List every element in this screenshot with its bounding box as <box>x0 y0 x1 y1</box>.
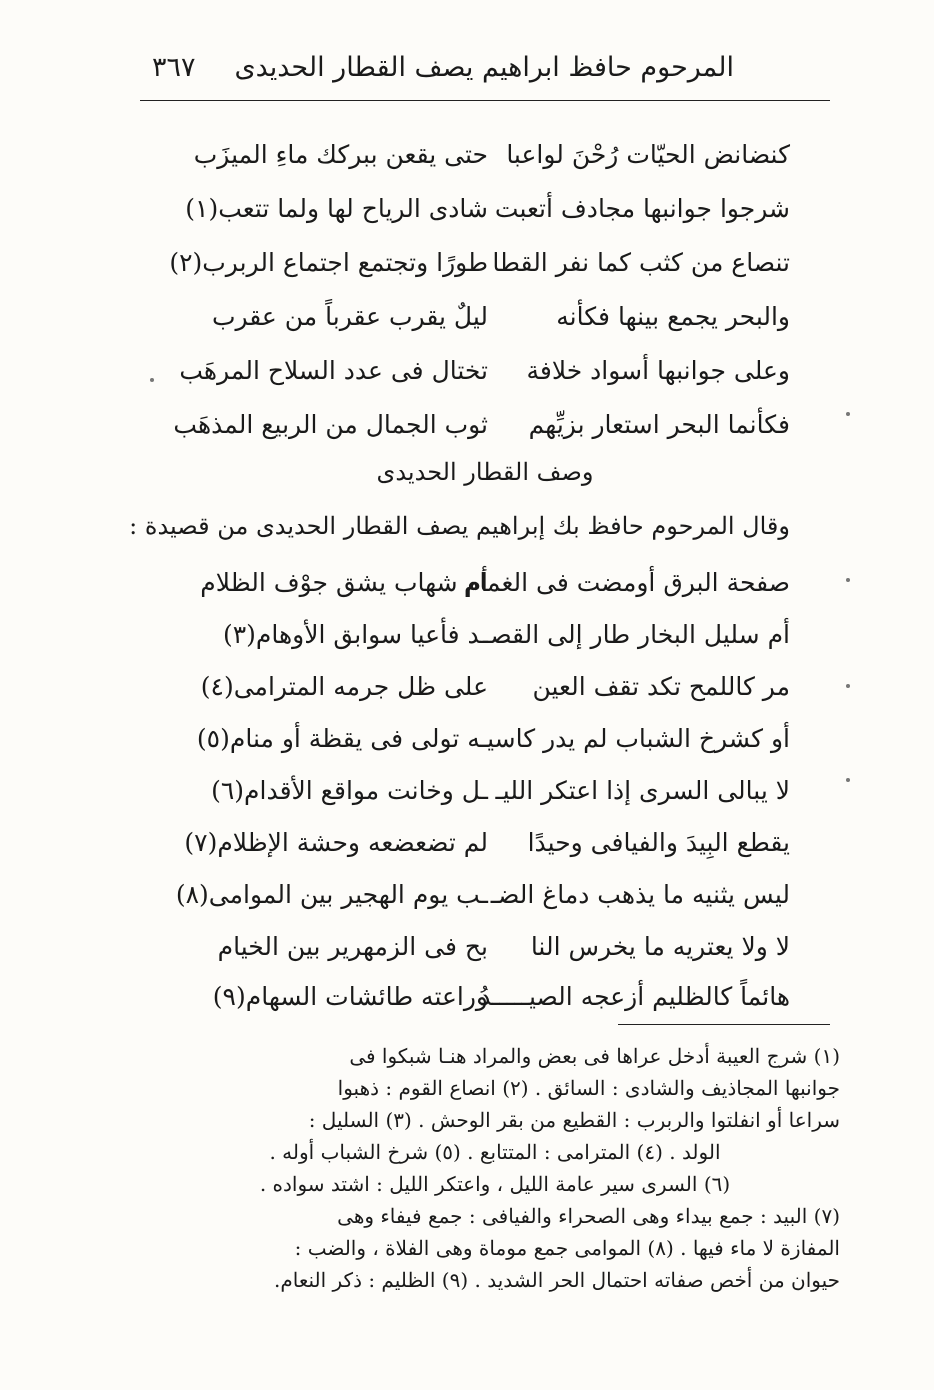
footnote-line: (١) شرج العيبة أدخل عراها فى بعض والمراد هنـا شبكوا فى <box>349 1044 840 1068</box>
footnote-line: (٧) البيد : جمع بيداء وهى الصحراء والفيافى : جمع فيفاء وهى <box>337 1204 840 1228</box>
verse-second-hemistich: بح فى الزمهرير بين الخيام <box>217 932 488 961</box>
verse-second-hemistich: تختال فى عدد السلاح المرهَب <box>179 356 488 385</box>
verse-line <box>170 662 790 716</box>
verse-second-hemistich: شادى الرياح لها ولما تتعب(١) <box>185 194 488 223</box>
verse-line <box>170 346 790 400</box>
scan-speck <box>846 578 850 582</box>
verse-first-hemistich: أم سليل البخار طار إلى القصـ <box>483 620 790 649</box>
verse-second-hemistich: ـد فأعيا سوابق الأوهام(٣) <box>222 620 488 649</box>
verse-line <box>170 184 790 238</box>
verse-second-hemistich: حتى يقعن ببركك ماءِ الميزَب <box>193 140 488 169</box>
verse-first-hemistich: لا يبالى السرى إذا اعتكر الليـ <box>495 776 790 805</box>
footnote-line: حيوان من أخص صفاته احتمال الحر الشديد . (٩) الظليم : ذكر النعام. <box>273 1268 840 1292</box>
running-title: المرحوم حافظ ابراهيم يصف القطار الحديدى <box>234 52 734 83</box>
intro-line: وقال المرحوم حافظ بك إبراهيم يصف القطار الحديدى من قصيدة : <box>129 512 790 540</box>
verse-line <box>170 558 790 612</box>
verse-line <box>170 714 790 768</box>
scan-speck <box>846 684 850 688</box>
footnote-line: سراعا أو انفلتوا والربرب : القطيع من بقر الوحش . (٣) السليل : <box>308 1108 840 1132</box>
verse-first-hemistich: شرجوا جوانبها مجادف أتعبت <box>494 194 790 223</box>
verse-second-hemistich: لم تضعضعه وحشة الإظلام(٧) <box>184 828 488 857</box>
footnote-line: المفازة لا ماء فيها . (٨) الموامى جمع موماة وهى الفلاة ، والضب : <box>294 1236 840 1260</box>
verse-second-hemistich: ـب يوم الهجير بين الموامى(٨) <box>175 880 488 909</box>
verse-line <box>170 292 790 346</box>
verse-line <box>170 766 790 820</box>
footnote-separator <box>618 1024 830 1025</box>
verse-first-hemistich: ليس يثنيه ما يذهب دماغ الضـ <box>490 880 790 909</box>
verse-second-hemistich: ليلٌ يقرب عقرباً من عقرب <box>211 302 488 331</box>
verse-first-hemistich: هائماً كالظليم أزعجه الصيـــــدُ <box>479 982 790 1011</box>
scan-speck <box>846 778 850 782</box>
verse-first-hemistich: مر كاللمح تكد تقف العين <box>532 672 790 701</box>
verse-second-hemistich: ثوب الجمال من الربيع المذهَب <box>173 410 488 439</box>
verse-second-hemistich: وراعته طائشات السهام(٩) <box>212 982 488 1011</box>
verse-line <box>170 922 790 976</box>
verse-first-hemistich: تنصاع من كثب كما نفر القطا <box>492 248 790 277</box>
page-number: ٣٦٧ <box>152 52 196 83</box>
verse-second-hemistich: ـه تولى فى يقظة أو منام(٥) <box>196 724 488 753</box>
verse-line <box>170 238 790 292</box>
verse-first-hemistich: وعلى جوانبها أسواد خلافة <box>526 356 790 385</box>
section-heading: وصف القطار الحديدى <box>376 458 594 486</box>
verse-line <box>170 130 790 184</box>
verse-line <box>170 400 790 454</box>
verse-second-hemistich: ـل وخانت مواقع الأقدام(٦) <box>211 776 488 805</box>
page-header <box>140 44 830 101</box>
scan-speck <box>150 378 154 382</box>
verse-first-hemistich: أو كشرخ الشباب لم يدر كاسيـ <box>479 724 790 753</box>
footnote-line: (٦) السرى سير عامة الليل ، واعتكر الليل : اشتد سواده . <box>259 1172 731 1196</box>
verse-second-hemistich: طورًا وتجتمع اجتماع الربرب(٢) <box>169 248 488 277</box>
verse-line <box>170 610 790 664</box>
verse-first-hemistich: فكأنما البحر استعار بزيِّهم <box>528 410 790 439</box>
verse-first-hemistich: لا ولا يعتريه ما يخرس النا <box>530 932 790 961</box>
verse-line <box>170 972 790 1026</box>
verse-second-hemistich: على ظل جرمه المترامى(٤) <box>200 672 488 701</box>
footnote-line: الولد . (٤) المترامى : المتتابع . (٥) شرخ الشباب أوله . <box>269 1140 721 1164</box>
footnote-line: جوانبها المجاذيف والشادى : السائق . (٢) انصاع القوم : ذهبوا <box>337 1076 840 1100</box>
verse-second-hemistich: أم شهاب يشق جوْف الظلام <box>200 568 488 597</box>
verse-first-hemistich: كنضانض الحيّات رُحْنَ لواعبا <box>506 140 790 169</box>
footnotes <box>150 1040 840 1296</box>
verse-line <box>170 870 790 924</box>
scan-speck <box>846 412 850 416</box>
verse-line <box>170 818 790 872</box>
verse-first-hemistich: صفحة البرق أومضت فى الغمام <box>463 568 790 597</box>
verse-first-hemistich: والبحر يجمع بينها فكأنه <box>556 302 790 331</box>
verse-first-hemistich: يقطع البِيدَ والفيافى وحيدًا <box>527 828 790 857</box>
